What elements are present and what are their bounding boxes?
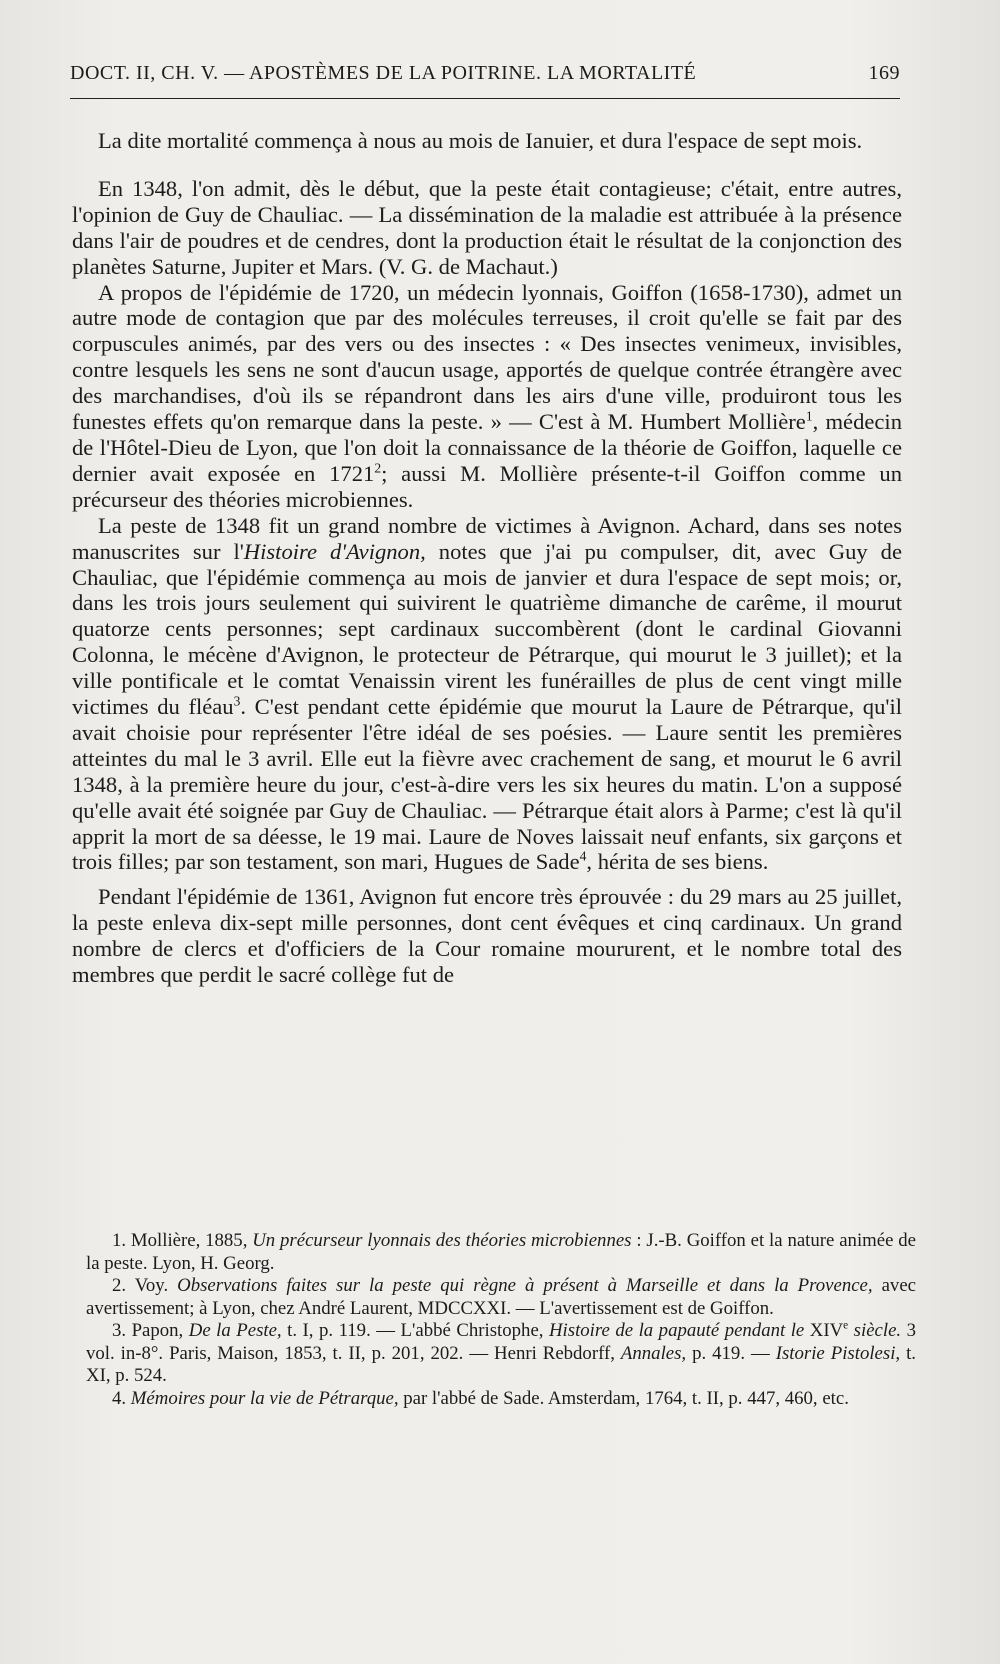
paragraph-3: A propos de l'épidémie de 1720, un médecin lyonnais, Goiffon (1658-1730), admet un autre mode de contagion que par des molécules terreuses, il croit qu'elle se fait par des corpuscules animés, par des vers ou des insectes : « Des insectes venimeux, invisibles, contre lesquels les sens ne sont d'aucun usage, apportés de quelque contrée étrangère avec des marchandises, d'où ils se répandront dans les airs d'une ville, produiront tous les funestes effets qu'on remarque dans la peste. » — C'est à M. Humbert Mollière$^1$, médecin de l'Hôtel-Dieu de Lyon, que l'on doit la connaissance de la théorie de Goiffon, laquelle ce dernier avait exposée en 1721$^2$; aussi M. Mollière présente-t-il Goiffon comme un précurseur des théories microbiennes. (72, 279, 903, 512)
footnote-3: 3. Papon, De la Peste, t. I, p. 119. — L'abbé Christophe, Histoire de la papauté pendant le XIVe siècle. 3 vol. in-8°. Paris, Maison, 1853, t. II, p. 201, 202. — Henri Rebdorff, Annales, p. 419. — Istorie Pistolesi, t. XI, p. 524. (86, 1319, 917, 1386)
footnotes (86, 1230, 916, 1410)
footnote-ref-1[interactable]: 1 (805, 408, 813, 424)
paragraph-5: Pendant l'épidémie de 1361, Avignon fut encore très éprouvée : du 29 mars au 25 juillet, la peste enleva dix-sept mille personnes, dont cent évêques et cinq cardinaux. Un grand nombre de clercs et d'officiers de la Cour romaine moururent, et le nombre total des membres que perdit le sacré collège fut de (72, 884, 902, 988)
page-number: 169 (868, 62, 900, 84)
footnote-1: 1. Mollière, 1885, Un précurseur lyonnais des théories microbiennes : J.-B. Goiffon et la nature animée de la peste. Lyon, H. Georg. (86, 1230, 917, 1274)
footnote-4: 4. Mémoires pour la vie de Pétrarque, par l'abbé de Sade. Amsterdam, 1764, t. II, p. 447, 460, etc. (112, 1387, 849, 1409)
paragraph-2: En 1348, l'on admit, dès le début, que la peste était contagieuse; c'était, entre autres, l'opinion de Guy de Chauliac. — La dissémination de la maladie est attribuée à la présence dans l'air de poudres et de cendres, dont la production était le résultat de la conjonction des planètes Saturne, Jupiter et Mars. (V. G. de Machaut.) (72, 175, 902, 279)
footnote-ref-4[interactable]: 4 (579, 848, 587, 864)
running-title: DOCT. II, CH. V. — APOSTÈMES DE LA POITRINE. LA MORTALITÉ (70, 62, 697, 84)
main-text (72, 128, 902, 988)
paragraph-4: La peste de 1348 fit un grand nombre de victimes à Avignon. Achard, dans ses notes manuscrites sur l'Histoire d'Avignon, notes que j'ai pu compulser, dit, avec Guy de Chauliac, que l'épidémie commença au mois de janvier et dura l'espace de sept mois; or, dans les trois jours seulement qui suivirent le quatrième dimanche de carême, il mourut quatorze cents personnes; sept cardinaux succombèrent (dont le cardinal Giovanni Colonna, le mécène d'Avignon, le protecteur de Pétrarque, qui mourut le 3 juillet); et la ville pontificale et le comtat Venaissin virent les funérailles de plus de cent vingt mille victimes du fléau$^3$. C'est pendant cette épidémie que mourut la Laure de Pétrarque, qu'il avait choisie pour représenter l'être idéal de ses poésies. — Laure sentit les premières atteintes du mal le 3 avril. Elle eut la fièvre avec crachement de sang, et mourut le 6 avril 1348, à la première heure du jour, c'est-à-dire vers les six heures du matin. L'on a supposé qu'elle avait été soignée par Guy de Chauliac. — Pétrarque était alors à Parme; c'est là qu'il apprit la mort de sa déesse, le 19 mai. Laure de Noves laissait neuf enfants, six garçons et trois filles; par son testament, son mari, Hugues de Sade$^4$, hérita de ses biens. (72, 512, 902, 875)
header-rule (70, 98, 900, 99)
footnote-ref-2[interactable]: 2 (374, 460, 382, 476)
page-header (70, 62, 900, 85)
footnote-ref-3[interactable]: 3 (233, 693, 241, 709)
footnote-2: 2. Voy. Observations faites sur la peste qui règne à présent à Marseille et dans la Provence, avec avertissement; à Lyon, chez André Laurent, MDCCXXI. — L'avertissement est de Goiffon. (86, 1275, 916, 1319)
paragraph-1: La dite mortalité commença à nous au mois de Ianuier, et dura l'espace de sept mois. (98, 128, 863, 153)
